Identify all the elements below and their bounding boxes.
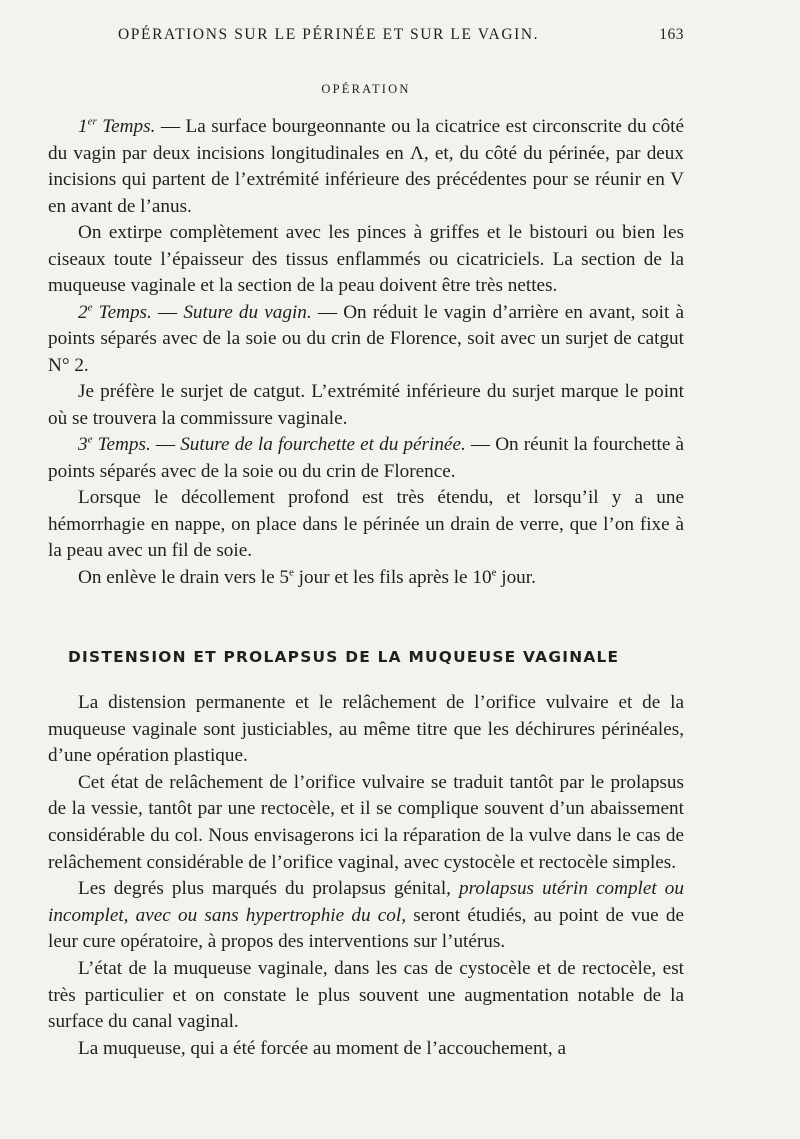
italic-prolapse-types: prolapsus utérin complet ou incomplet, avec ou sans hypertrophie du col, [48,878,684,926]
paragraph-mucosa-forced: La muqueuse, qui a été forcée au moment de l’accouchement, a [78,1037,566,1059]
distension-section [48,690,684,1062]
paragraph-relaxation: Cet état de relâchement de l’orifice vulvaire se traduit tantôt par le prolapsus de la vessie, tantôt par une rectocèle, et il se complique souvent d’un abaissement considérable du col. Nous envisagerons ici la réparation de la vulve dans le cas de relâchement considérable de l’orifice vaginal, avec cystocèle et rectocèle simples. [48,771,684,873]
step-label-1: 1er Temps. [78,115,156,137]
operation-subheading: OPÉRATION [321,82,411,96]
step-text-2: — On réduit le vagin d’arrière en avant, soit à points séparés avec de la soie ou du crin de Florence, soit avec un surjet de catgut N° 2. [48,301,684,376]
step-text-1: — La surface bourgeonnante ou la cicatrice est circonscrite du côté du vagin par deux incisions longitudinales en Λ, et, du côté du périnée, par deux incisions qui partent de l’extrémité inférieure des précédentes pour se réunir en V en avant de l’anus. [48,116,685,217]
paragraph-catgut: Je préfère le surjet de catgut. L’extrémité inférieure du surjet marque le point où se trouvera la commissure vaginale. [48,381,684,429]
paragraph-first-step [48,114,684,220]
paragraph-prolapse-degrees: Les degrés plus marqués du prolapsus génital, prolapsus utérin complet ou incomplet, avec ou sans hypertrophie du col, seront étudiés, au point de vue de leur cure opératoire, à propos des interventions sur l’utérus. [48,878,685,953]
page-number: 163 [659,26,684,43]
running-head-title: OPÉRATIONS SUR LE PÉRINÉE ET SUR LE VAGIN. [118,26,540,43]
section-heading: DISTENSION ET PROLAPSUS DE LA MUQUEUSE VAGINALE [68,648,620,666]
step-text-3: — On réunit la fourchette à points séparés avec de la soie ou du crin de Florence. [48,434,685,482]
operation-section [48,114,684,591]
paragraph-second-step: 2e Temps. — Suture du vagin. — On réduit le vagin d’arrière en avant, soit à points séparés avec de la soie ou du crin de Florence, soit avec un surjet de catgut N° 2. [48,301,684,376]
paragraph-excision: On extirpe complètement avec les pinces à griffes et le bistouri ou bien les ciseaux toute l’épaisseur des tissus enflammés ou cicatriciels. La section de la muqueuse vaginale et la section de la peau doivent être très nettes. [48,222,684,296]
step-label-3: 3e Temps. [78,433,151,455]
paragraph-third-step: 3e Temps. — Suture de la fourchette et du périnée. — On réunit la fourchette à points séparés avec de la soie ou du crin de Florence. [48,433,685,482]
step-subtitle-3: Suture de la fourchette et du périnée. [180,434,466,455]
paragraph-drain: Lorsque le décollement profond est très étendu, et lorsqu’il y a une hémorrhagie en nappe, on place dans le périnée un drain de verre, que l’on fixe à la peau avec un fil de soie. [48,487,684,561]
paragraph-removal: On enlève le drain vers le 5e jour et les fils après le 10e jour. [78,566,536,588]
step-label-2: 2e Temps. [78,301,152,323]
step-subtitle-2: Suture du vagin. [183,301,312,323]
paragraph-mucosa-state: L’état de la muqueuse vaginale, dans les cas de cystocèle et de rectocèle, est très particulier et on constate le plus souvent une augmentation notable de la surface du canal vaginal. [48,957,684,1033]
paragraph-distension-intro: La distension permanente et le relâchement de l’orifice vulvaire et de la muqueuse vaginale sont justiciables, au même titre que les déchirures périnéales, d’une opération plastique. [48,692,684,767]
running-head [118,26,684,48]
